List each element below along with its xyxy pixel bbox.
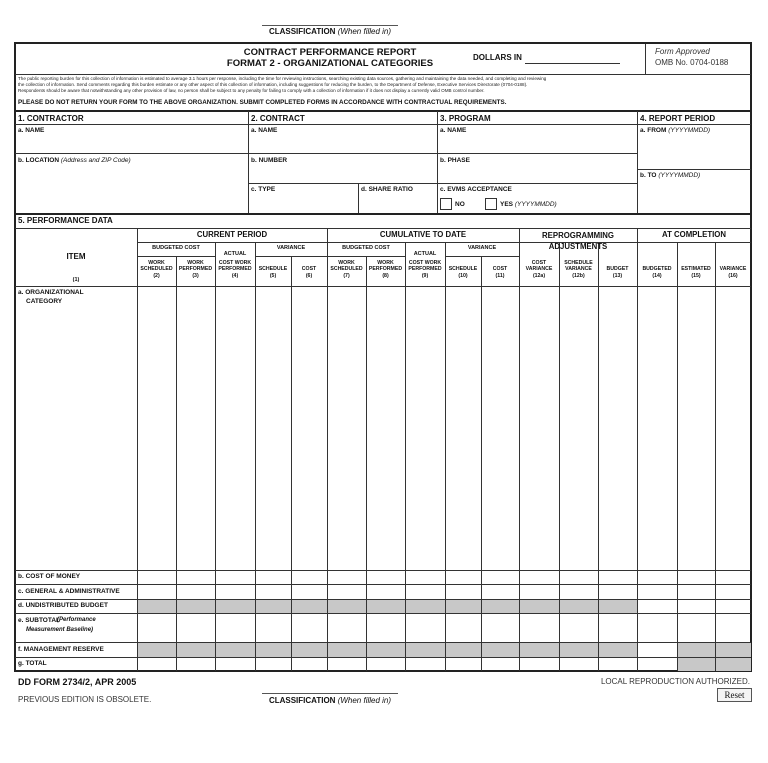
column-header-line2: PERFORMED xyxy=(408,266,442,273)
column-header-line2: PERFORMED xyxy=(368,266,403,273)
header-bottom-line xyxy=(15,74,751,75)
column-header-5 xyxy=(255,260,291,279)
column-header-line1: WORK xyxy=(377,260,394,266)
classification-label-bottom: CLASSIFICATION xyxy=(268,696,336,705)
column-header-15 xyxy=(637,260,677,279)
header-bottom-table-line xyxy=(15,286,751,287)
return-warning: PLEASE DO NOT RETURN YOUR FORM TO THE ABOVE ORGANIZATION. SUBMIT COMPLETED FORMS IN ACCORDANCE WITH CONTRACTUAL REQUIREMENTS. xyxy=(18,99,507,106)
burden-bottom-line xyxy=(15,110,751,112)
contract-heading: 2. CONTRACT xyxy=(251,114,305,123)
classification-label: CLASSIFICATION xyxy=(268,27,336,36)
column-header-line2: COST xyxy=(301,266,317,273)
column-line-6 xyxy=(366,256,367,671)
column-line-11 xyxy=(559,242,560,671)
column-header-17 xyxy=(715,260,751,279)
from-text: a. FROM xyxy=(640,127,667,134)
row-org-category-a: a. ORGANIZATIONAL xyxy=(18,289,84,296)
column-header-number: (14) xyxy=(652,272,662,279)
column-line-3 xyxy=(255,242,256,671)
contractor-heading: 1. CONTRACTOR xyxy=(18,114,84,123)
evms-yes-note: (YYYYMMDD) xyxy=(514,201,557,208)
classification-line-top xyxy=(262,25,398,26)
id-divider-1 xyxy=(248,111,249,213)
column-header-14 xyxy=(598,260,637,279)
column-header-8 xyxy=(366,260,405,279)
reprogramming-header: REPROGRAMMING xyxy=(542,231,614,240)
location-text: b. LOCATION xyxy=(18,157,60,164)
row-subtotal: e. SUBTOTAL xyxy=(18,617,61,624)
classification-line-bottom xyxy=(262,693,398,694)
evms-no-label: NO xyxy=(455,201,465,208)
performance-heading: 5. PERFORMANCE DATA xyxy=(18,216,113,225)
reset-button[interactable]: Reset xyxy=(717,688,752,702)
column-header-12 xyxy=(519,260,559,279)
column-line-8 xyxy=(445,242,446,671)
column-header-number: (15) xyxy=(691,272,701,279)
previous-edition: PREVIOUS EDITION IS OBSOLETE. xyxy=(18,695,152,704)
column-header-line2: SCHEDULE xyxy=(258,266,288,273)
column-header-4 xyxy=(215,260,255,279)
performance-heading-line xyxy=(15,228,751,229)
header-divider xyxy=(645,44,646,74)
column-line-0 xyxy=(137,228,138,671)
row-line-e xyxy=(15,613,751,614)
dollars-in-label: DOLLARS IN xyxy=(473,53,522,62)
row-line-f xyxy=(15,642,751,643)
column-header-2 xyxy=(137,260,176,279)
id-line-b xyxy=(248,183,637,184)
mgmt-reserve-shade xyxy=(137,642,637,657)
report-period-line xyxy=(637,169,751,170)
current-variance-subline xyxy=(255,256,327,257)
classification-bottom xyxy=(240,696,420,705)
row-line-g xyxy=(15,657,751,658)
column-header-number: (10) xyxy=(458,272,468,279)
row-subtotal-note-2: Measurement Baseline) xyxy=(26,627,94,633)
id-divider-2 xyxy=(437,111,438,213)
report-period-heading: 4. REPORT PERIOD xyxy=(640,114,716,123)
column-header-number: (11) xyxy=(495,272,505,279)
row-ga: c. GENERAL & ADMINISTRATIVE xyxy=(18,588,120,595)
undistributed-shade xyxy=(137,599,637,613)
contractor-name-label: a. NAME xyxy=(18,127,45,134)
column-header-line1: COST WORK xyxy=(408,260,442,266)
type-share-divider xyxy=(358,183,359,213)
row-cost-of-money: b. COST OF MONEY xyxy=(18,573,81,580)
row-line-d xyxy=(15,599,751,600)
phase-label: b. PHASE xyxy=(440,157,470,164)
column-header-line2: BUDGET xyxy=(606,266,629,273)
at-completion-header: AT COMPLETION xyxy=(662,230,726,239)
from-note: (YYYYMMDD) xyxy=(668,127,711,134)
current-budget-subline xyxy=(137,256,215,257)
local-reproduction: LOCAL REPRODUCTION AUTHORIZED. xyxy=(600,677,750,686)
to-text: b. TO xyxy=(640,172,657,179)
program-name-label: a. NAME xyxy=(440,127,467,134)
column-header-line2: SCHEDULE xyxy=(448,266,478,273)
column-line-2 xyxy=(215,242,216,671)
column-header-line2: PERFORMED xyxy=(178,266,213,273)
location-note: (Address and ZIP Code) xyxy=(60,157,131,164)
column-line-10 xyxy=(519,228,520,671)
column-header-11 xyxy=(481,260,519,279)
row-line-c xyxy=(15,584,751,585)
column-header-number: (7) xyxy=(343,272,350,279)
column-header-line2: VARIANCE xyxy=(565,266,592,273)
id-line-a xyxy=(15,153,637,154)
column-line-7 xyxy=(405,242,406,671)
classification-top xyxy=(240,27,420,36)
row-subtotal-note-1: (Performance xyxy=(57,617,96,623)
burden-line-3: Respondents should be aware that notwithstanding any other provision of law, no person shall be subject to any penalty for failing to comply with a collection of information if it does not display a currently valid OMB control number. xyxy=(18,88,485,93)
column-header-line2: SCHEDULED xyxy=(140,266,173,273)
variance-cumulative: VARIANCE xyxy=(467,245,497,251)
evms-no-checkbox[interactable] xyxy=(440,198,452,210)
column-line-9 xyxy=(481,256,482,671)
form-id: DD FORM 2734/2, APR 2005 xyxy=(18,677,137,687)
to-label xyxy=(640,172,700,179)
burden-line-2: the collection of information. Send comments regarding this burden estimate or any other aspect of this collection of information, including suggestions for reducing the burden, to the Department of Defense, Executive Services Directorate (0704-0188). xyxy=(18,82,528,87)
cumulative-variance-subline xyxy=(445,256,519,257)
actual-current: ACTUAL xyxy=(223,251,247,257)
mgmt-reserve-shade-at-completion xyxy=(677,642,751,657)
column-header-number: (5) xyxy=(269,272,277,279)
item-num: (1) xyxy=(72,277,80,283)
column-line-14 xyxy=(677,242,678,671)
adjustments-header: ADJUSTMENTS xyxy=(548,242,608,251)
contract-name-label: a. NAME xyxy=(251,127,278,134)
total-shade-at-completion xyxy=(677,657,751,671)
omb-number: OMB No. 0704-0188 xyxy=(655,58,729,67)
column-line-1 xyxy=(176,256,177,671)
column-header-number: (6) xyxy=(305,272,313,279)
column-header-line2: SCHEDULED xyxy=(330,266,363,273)
column-header-line2: BUDGETED xyxy=(642,266,672,273)
column-header-line2: VARIANCE xyxy=(719,266,747,273)
current-period-header: CURRENT PERIOD xyxy=(196,230,268,239)
column-header-16 xyxy=(677,260,715,279)
column-header-number: (3) xyxy=(192,272,199,279)
column-header-number: (12a) xyxy=(532,272,546,279)
row-line-b xyxy=(15,570,751,571)
evms-label: c. EVMS ACCEPTANCE xyxy=(440,186,512,193)
program-heading: 3. PROGRAM xyxy=(440,114,491,123)
id-heading-line xyxy=(15,124,751,125)
contract-number-label: b. NUMBER xyxy=(251,157,288,164)
row-org-category-b: CATEGORY xyxy=(26,298,63,305)
evms-yes-text: YES xyxy=(500,201,514,208)
share-ratio-label: d. SHARE RATIO xyxy=(361,186,413,193)
column-header-9 xyxy=(405,260,445,279)
column-header-6 xyxy=(291,260,327,279)
column-header-line1: WORK xyxy=(148,260,165,266)
column-header-line1: SCHEDULE xyxy=(564,260,593,266)
column-header-line1: WORK xyxy=(338,260,355,266)
column-header-13 xyxy=(559,260,598,279)
column-line-5 xyxy=(327,228,328,671)
from-label xyxy=(640,127,710,134)
column-line-13 xyxy=(637,228,638,671)
column-line-4 xyxy=(291,256,292,671)
column-header-line2: ESTIMATED xyxy=(681,266,711,273)
column-header-line1: COST WORK xyxy=(218,260,252,266)
column-header-number: (2) xyxy=(153,272,160,279)
actual-cumulative: ACTUAL xyxy=(413,251,437,257)
cumulative-header: CUMULATIVE TO DATE xyxy=(379,230,467,239)
column-header-line2: PERFORMED xyxy=(218,266,252,273)
budgeted-cost-cumulative: BUDGETED COST xyxy=(342,245,390,251)
column-header-number: (13) xyxy=(612,272,623,279)
column-header-10 xyxy=(445,260,481,279)
row-undistributed: d. UNDISTRIBUTED BUDGET xyxy=(18,602,108,609)
cumulative-budget-subline xyxy=(327,256,405,257)
form-approved: Form Approved xyxy=(655,47,710,56)
id-divider-3 xyxy=(637,111,638,213)
evms-yes-label xyxy=(500,201,557,208)
column-line-12 xyxy=(598,242,599,671)
column-header-3 xyxy=(176,260,215,279)
evms-yes-checkbox[interactable] xyxy=(485,198,497,210)
item-header: ITEM xyxy=(66,252,86,261)
column-header-line1: WORK xyxy=(187,260,204,266)
contract-type-label: c. TYPE xyxy=(251,186,276,193)
classification-note: (When filled in) xyxy=(337,27,392,36)
burden-line-1: The public reporting burden for this collection of information is estimated to average 3.1 hours per response, including the time for reviewing instructions, searching existing data sources, gathering and maintaining the data needed, and completing and reviewing xyxy=(18,76,547,81)
classification-note-bottom: (When filled in) xyxy=(337,696,392,705)
report-title: CONTRACT PERFORMANCE REPORT xyxy=(243,47,417,58)
column-header-number: (12b) xyxy=(572,272,585,279)
to-note: (YYYYMMDD) xyxy=(658,172,701,179)
row-total: g. TOTAL xyxy=(18,660,47,667)
group-header-line xyxy=(137,242,751,243)
column-header-number: (4) xyxy=(231,272,239,279)
column-header-line2: COST xyxy=(492,266,508,273)
contractor-location-label xyxy=(18,157,131,164)
budgeted-cost-current: BUDGETED COST xyxy=(152,245,200,251)
form-frame xyxy=(14,42,752,672)
variance-current: VARIANCE xyxy=(276,245,306,251)
id-bottom-line xyxy=(15,213,751,215)
column-line-15 xyxy=(715,242,716,671)
column-header-7 xyxy=(327,260,366,279)
row-mgmt-reserve: f. MANAGEMENT RESERVE xyxy=(18,646,104,653)
column-header-number: (9) xyxy=(421,272,429,279)
column-header-number: (16) xyxy=(728,272,738,279)
report-subtitle: FORMAT 2 - ORGANIZATIONAL CATEGORIES xyxy=(226,58,434,69)
column-header-line2: VARIANCE xyxy=(525,266,553,273)
column-header-line1: COST xyxy=(531,260,547,266)
column-header-number: (8) xyxy=(382,272,389,279)
burden-statement xyxy=(18,76,748,94)
dollars-in-field[interactable] xyxy=(525,63,620,64)
